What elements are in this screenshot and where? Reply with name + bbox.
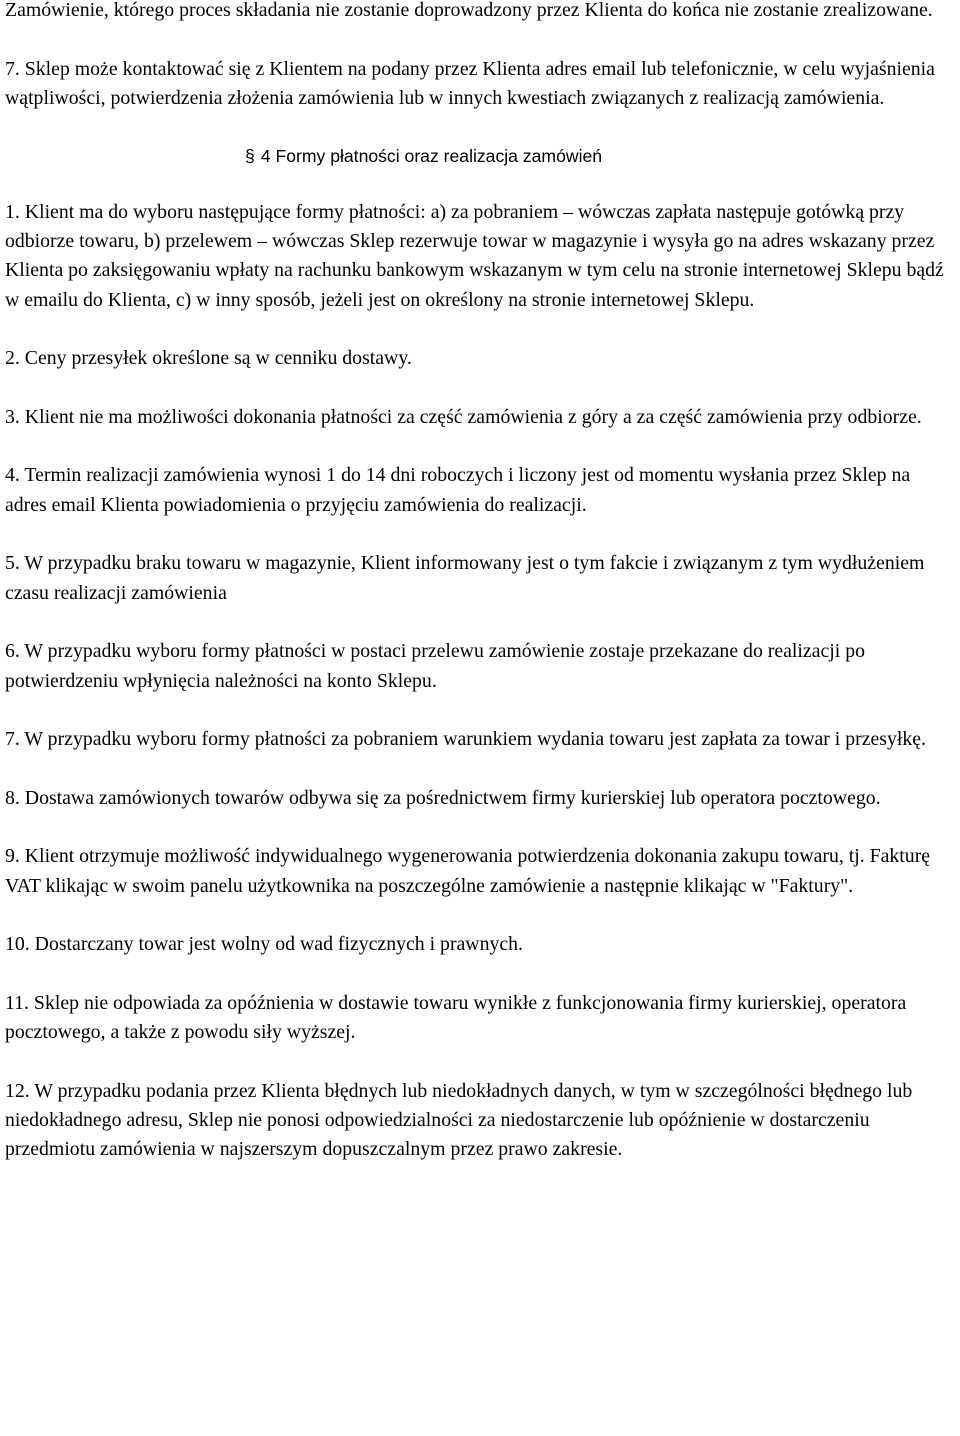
- list-item: 7. W przypadku wyboru formy płatności za pobraniem warunkiem wydania towaru jest zapłata za towar i przesyłkę.: [5, 728, 926, 751]
- list-item: 5. W przypadku braku towaru w magazynie, Klient informowany jest o tym fakcie i związanym z tym wydłużeniem czasu realizacji zamówienia: [5, 552, 925, 604]
- list-item: 10. Dostarczany towar jest wolny od wad fizycznych i prawnych.: [5, 933, 523, 956]
- section-title: 4 Formy płatności oraz realizacja zamówień: [260, 146, 603, 167]
- list-item: 8. Dostawa zamówionych towarów odbywa się za pośrednictwem firmy kurierskiej lub operatora pocztowego.: [5, 786, 881, 809]
- list-item: 1. Klient ma do wyboru następujące formy płatności: a) za pobraniem – wówczas zapłata następuje gotówką przy odbiorze towaru, b) przelewem – wówczas Sklep rezerwuje towar w magazynie i wysyła go na adres wskazany przez Klienta po zaksięgowaniu wpłaty na rachunku bankowym wskazanym w tym celu na stronie internetowej Sklepu bądź w emailu do Klienta, c) w inny sposób, jeżeli jest on określony na stronie internetowej Sklepu.: [5, 200, 944, 311]
- list-item: 4. Termin realizacji zamówienia wynosi 1 do 14 dni roboczych i liczony jest od momentu wysłania przez Sklep na adres email Klienta powiadomienia o przyjęciu zamówienia do realizacji.: [5, 464, 911, 516]
- section-symbol: §: [245, 146, 255, 167]
- list-item: 2. Ceny przesyłek określone są w cenniku dostawy.: [5, 347, 412, 370]
- intro-continuation: Zamówienie, którego proces składania nie zostanie doprowadzony przez Klienta do końca nie zostanie zrealizowane.: [5, 0, 933, 21]
- intro-item-7: 7. Sklep może kontaktować się z Klientem na podany przez Klienta adres email lub telefonicznie, w celu wyjaśnienia wątpliwości, potwierdzenia złożenia zamówienia lub w innych kwestiach związanych z realizacją zamówienia.: [5, 57, 935, 109]
- list-item: 6. W przypadku wyboru formy płatności w postaci przelewu zamówienie zostaje przekazane do realizacji po potwierdzeniu wpłynięcia należności na konto Sklepu.: [5, 640, 865, 692]
- document-page: [5, 0, 955, 1194]
- list-item: 12. W przypadku podania przez Klienta błędnych lub niedokładnych danych, w tym w szczególności błędnego lub niedokładnego adresu, Sklep nie ponosi odpowiedzialności za niedostarczenie lub opóźnienie w dostarczeniu przedmiotu zamówienia w najszerszym dopuszczalnym przez prawo zakresie.: [5, 1079, 913, 1161]
- list-item: 9. Klient otrzymuje możliwość indywidualnego wygenerowania potwierdzenia dokonania zakupu towaru, tj. Fakturę VAT klikając w swoim panelu użytkownika na poszczególne zamówienie a następnie klikając w "Faktury".: [5, 845, 931, 897]
- list-item: 11. Sklep nie odpowiada za opóźnienia w dostawie towaru wynikłe z funkcjonowania firmy kurierskiej, operatora pocztowego, a także z powodu siły wyższej.: [5, 991, 907, 1044]
- list-item: 3. Klient nie ma możliwości dokonania płatności za część zamówienia z góry a za część zamówienia przy odbiorze.: [5, 405, 922, 428]
- section-heading: [5, 142, 955, 171]
